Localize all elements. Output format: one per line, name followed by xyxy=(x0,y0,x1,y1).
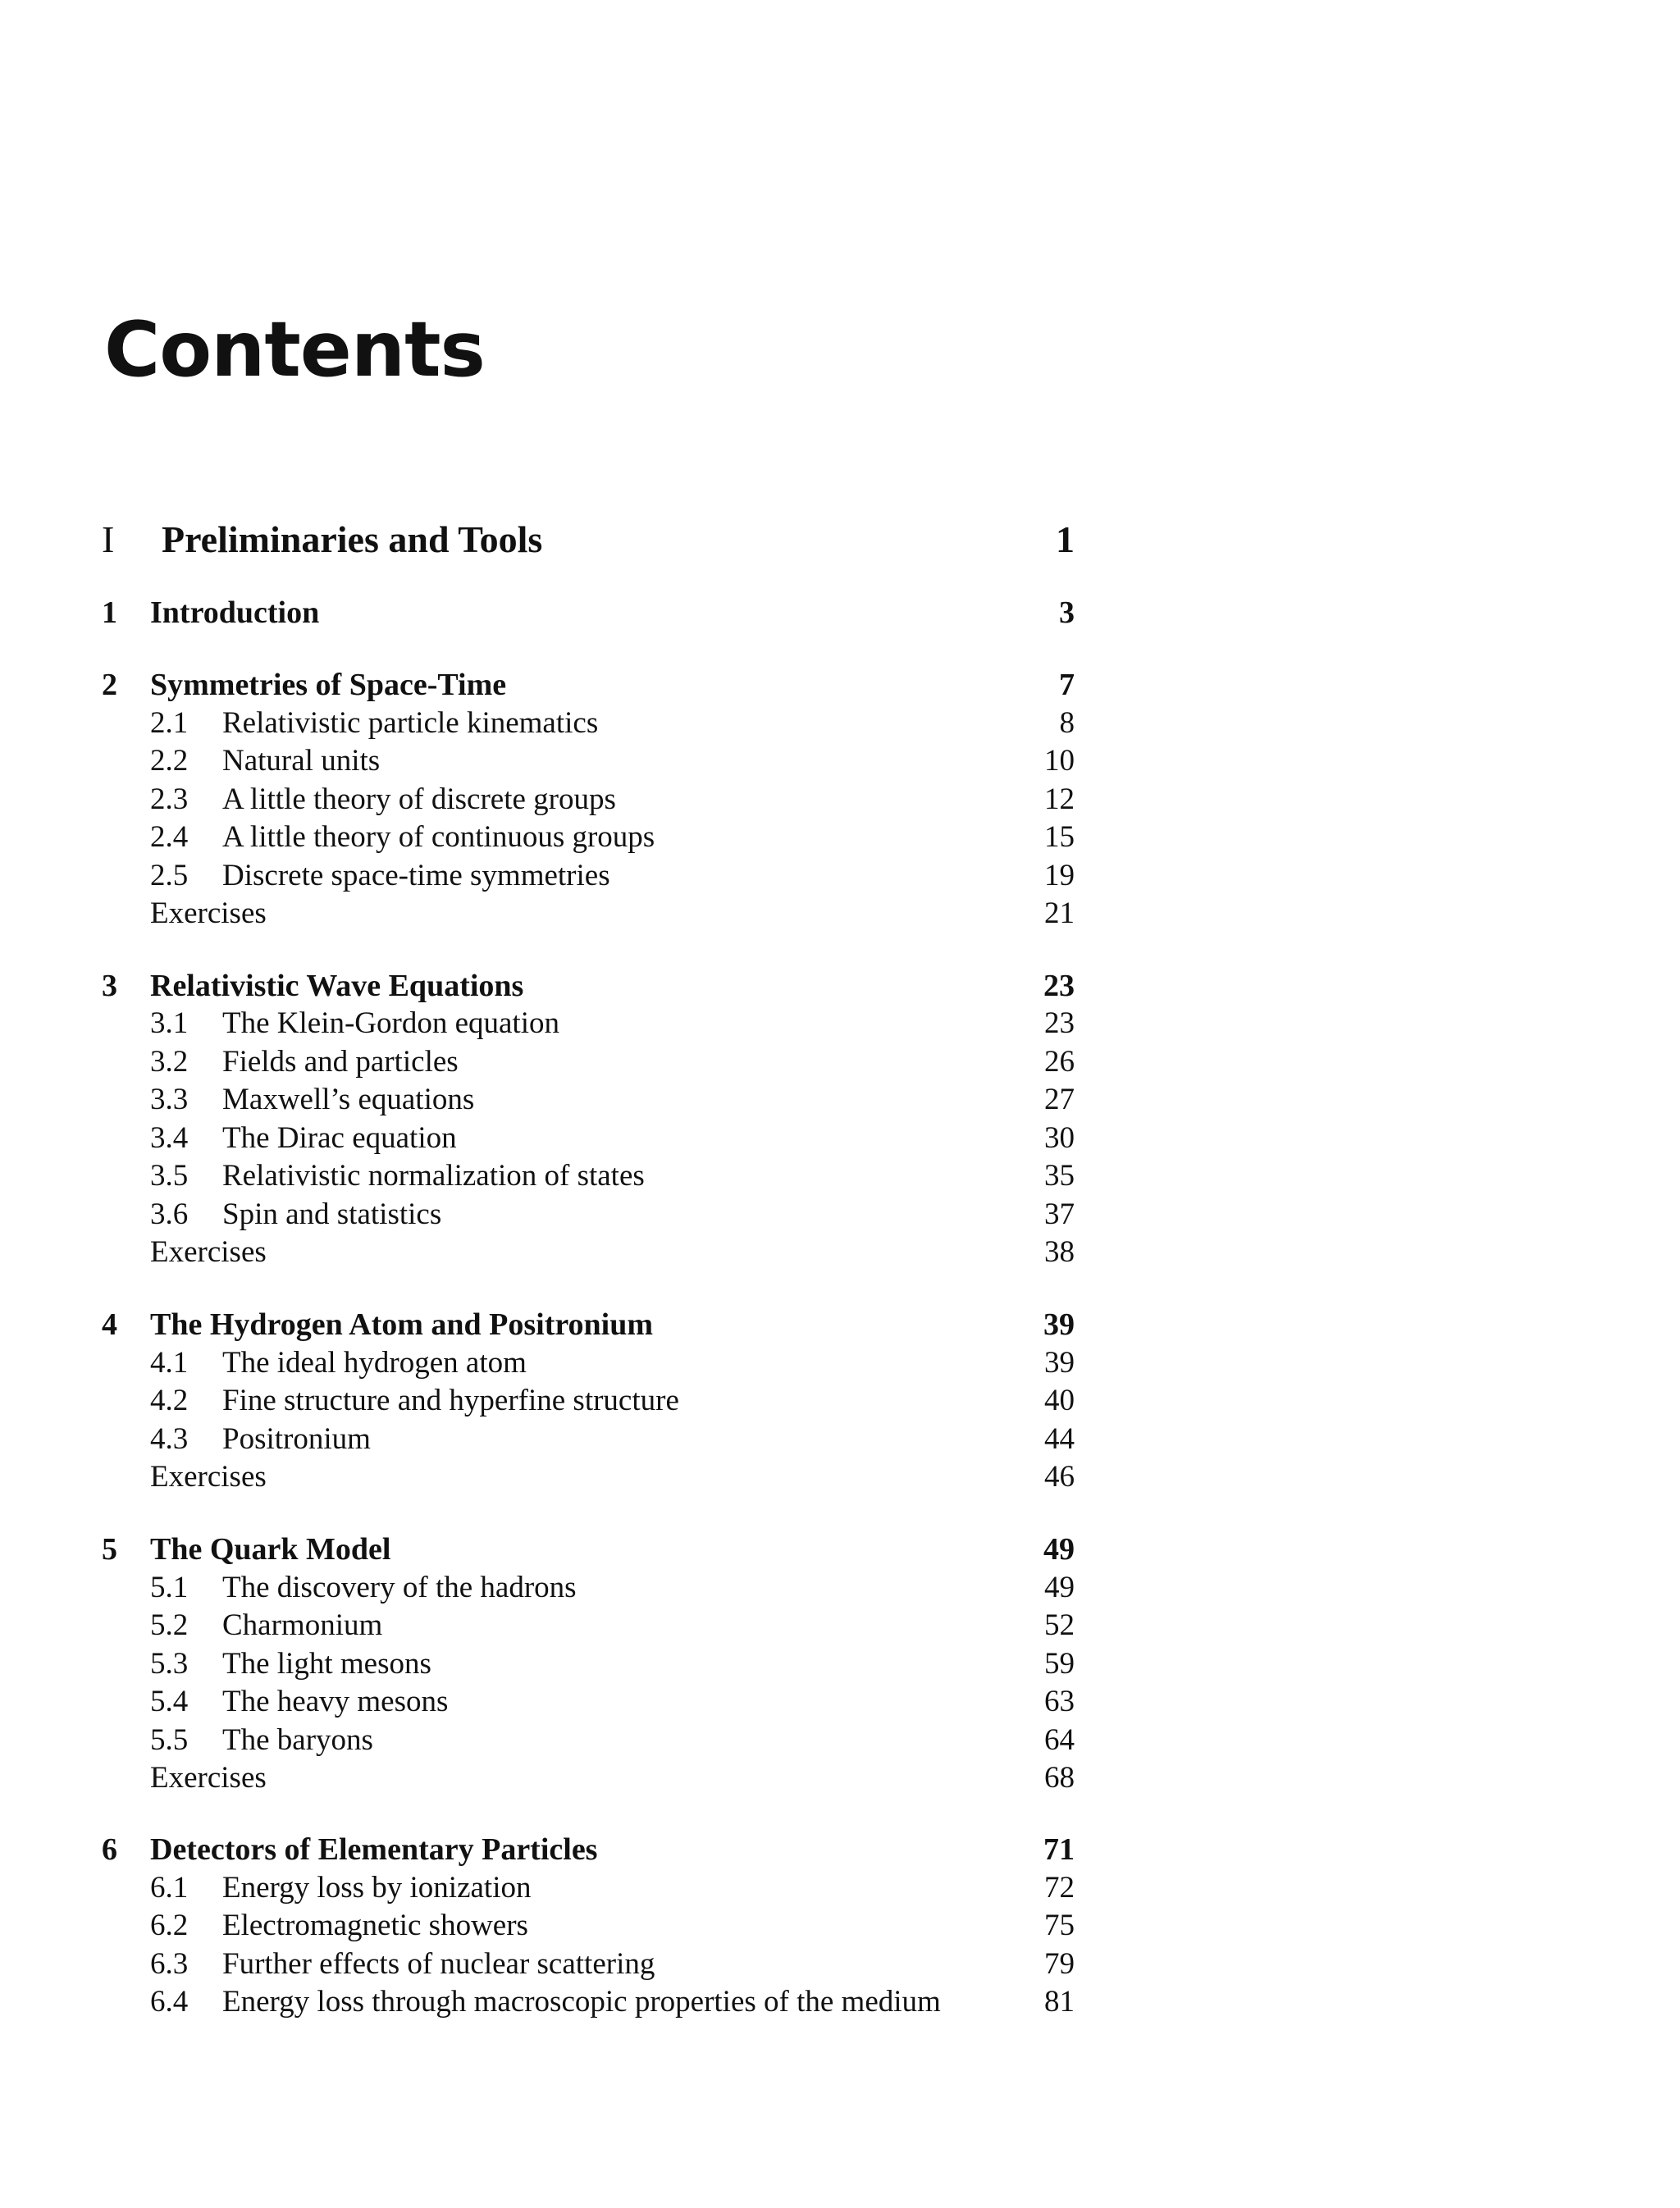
chapter-page-number: 23 xyxy=(1043,969,1075,1003)
toc-part-entry[interactable] xyxy=(0,519,1680,560)
toc-section-entry[interactable] xyxy=(0,1380,1680,1421)
section-title: The heavy mesons xyxy=(222,1685,449,1718)
section-page-number: 64 xyxy=(1044,1723,1075,1757)
toc-section-entry[interactable] xyxy=(0,703,1680,744)
section-title: The Dirac equation xyxy=(222,1121,457,1155)
section-page-number: 8 xyxy=(1059,706,1075,740)
section-page-number: 49 xyxy=(1044,1571,1075,1604)
toc-chapter-entry[interactable] xyxy=(0,1304,1680,1345)
section-number: 5.2 xyxy=(150,1608,189,1642)
section-title: Natural units xyxy=(222,744,381,778)
section-number: 4.3 xyxy=(150,1422,189,1456)
toc-chapter-entry[interactable] xyxy=(0,592,1680,633)
section-title: The ideal hydrogen atom xyxy=(222,1346,527,1380)
chapter-title: Detectors of Elementary Particles xyxy=(150,1832,598,1867)
chapter-title: The Hydrogen Atom and Positronium xyxy=(150,1307,654,1342)
toc-chapter-entry[interactable] xyxy=(0,1529,1680,1570)
section-number: 2.1 xyxy=(150,706,189,740)
toc-section-entry[interactable] xyxy=(0,1605,1680,1646)
toc-section-entry[interactable] xyxy=(0,1156,1680,1197)
toc-chapter-entry[interactable] xyxy=(0,1829,1680,1870)
chapter-title: The Quark Model xyxy=(150,1532,391,1567)
section-title: Maxwell’s equations xyxy=(222,1083,475,1116)
section-page-number: 26 xyxy=(1044,1045,1075,1079)
section-page-number: 40 xyxy=(1044,1384,1075,1417)
exercises-title: Exercises xyxy=(150,1235,267,1269)
chapter-number: 4 xyxy=(102,1307,117,1342)
section-number: 6.4 xyxy=(150,1985,189,2019)
chapter-page-number: 7 xyxy=(1059,668,1075,702)
section-page-number: 30 xyxy=(1044,1121,1075,1155)
toc-exercises-entry[interactable] xyxy=(0,1232,1680,1273)
section-number: 3.3 xyxy=(150,1083,189,1116)
toc-section-entry[interactable] xyxy=(0,817,1680,858)
section-number: 5.1 xyxy=(150,1571,189,1604)
section-title: Further effects of nuclear scattering xyxy=(222,1947,655,1981)
toc-section-entry[interactable] xyxy=(0,1042,1680,1083)
toc-section-entry[interactable] xyxy=(0,1905,1680,1946)
section-number: 2.3 xyxy=(150,782,189,816)
section-number: 6.1 xyxy=(150,1871,189,1905)
chapter-page-number: 71 xyxy=(1043,1832,1075,1867)
chapter-number: 1 xyxy=(102,595,117,630)
exercises-page-number: 68 xyxy=(1044,1761,1075,1795)
chapter-page-number: 3 xyxy=(1059,595,1075,630)
section-page-number: 23 xyxy=(1044,1006,1075,1040)
section-title: The discovery of the hadrons xyxy=(222,1571,577,1604)
section-number: 3.6 xyxy=(150,1198,189,1231)
section-number: 6.3 xyxy=(150,1947,189,1981)
toc-section-entry[interactable] xyxy=(0,1079,1680,1120)
section-number: 4.2 xyxy=(150,1384,189,1417)
section-page-number: 52 xyxy=(1044,1608,1075,1642)
section-page-number: 72 xyxy=(1044,1871,1075,1905)
section-title: Discrete space-time symmetries xyxy=(222,859,610,892)
section-page-number: 19 xyxy=(1044,859,1075,892)
section-page-number: 27 xyxy=(1044,1083,1075,1116)
section-title: Energy loss through macroscopic properties of the medium xyxy=(222,1985,941,2019)
section-title: Fields and particles xyxy=(222,1045,459,1079)
chapter-number: 3 xyxy=(102,969,117,1003)
section-page-number: 39 xyxy=(1044,1346,1075,1380)
toc-section-entry[interactable] xyxy=(0,1118,1680,1159)
section-number: 5.5 xyxy=(150,1723,189,1757)
section-number: 3.2 xyxy=(150,1045,189,1079)
toc-section-entry[interactable] xyxy=(0,1681,1680,1722)
toc-section-entry[interactable] xyxy=(0,779,1680,820)
part-number: I xyxy=(102,518,115,560)
toc-chapter-entry[interactable] xyxy=(0,965,1680,1006)
toc-section-entry[interactable] xyxy=(0,1982,1680,2023)
section-number: 2.4 xyxy=(150,820,189,854)
section-number: 5.4 xyxy=(150,1685,189,1718)
section-number: 4.1 xyxy=(150,1346,189,1380)
section-page-number: 10 xyxy=(1044,744,1075,778)
section-title: Relativistic normalization of states xyxy=(222,1159,645,1193)
section-number: 3.4 xyxy=(150,1121,189,1155)
section-number: 3.5 xyxy=(150,1159,189,1193)
toc-section-entry[interactable] xyxy=(0,1644,1680,1685)
section-page-number: 35 xyxy=(1044,1159,1075,1193)
section-page-number: 15 xyxy=(1044,820,1075,854)
section-page-number: 37 xyxy=(1044,1198,1075,1231)
section-title: Energy loss by ionization xyxy=(222,1871,532,1905)
section-title: Relativistic particle kinematics xyxy=(222,706,599,740)
toc-section-entry[interactable] xyxy=(0,1720,1680,1761)
section-title: Electromagnetic showers xyxy=(222,1909,528,1942)
section-page-number: 79 xyxy=(1044,1947,1075,1981)
exercises-title: Exercises xyxy=(150,896,267,930)
chapter-page-number: 49 xyxy=(1043,1532,1075,1567)
section-title: Positronium xyxy=(222,1422,371,1456)
section-page-number: 75 xyxy=(1044,1909,1075,1942)
toc-exercises-entry[interactable] xyxy=(0,893,1680,934)
section-page-number: 63 xyxy=(1044,1685,1075,1718)
section-number: 3.1 xyxy=(150,1006,189,1040)
chapter-number: 2 xyxy=(102,668,117,702)
section-title: Fine structure and hyperfine structure xyxy=(222,1384,679,1417)
toc-exercises-entry[interactable] xyxy=(0,1758,1680,1799)
exercises-title: Exercises xyxy=(150,1761,267,1795)
toc-section-entry[interactable] xyxy=(0,1868,1680,1909)
section-number: 2.5 xyxy=(150,859,189,892)
part-page-number: 1 xyxy=(1056,518,1075,560)
section-page-number: 81 xyxy=(1044,1985,1075,2019)
exercises-page-number: 46 xyxy=(1044,1460,1075,1494)
toc-section-entry[interactable] xyxy=(0,1194,1680,1235)
chapter-title: Introduction xyxy=(150,595,320,630)
toc-exercises-entry[interactable] xyxy=(0,1457,1680,1498)
toc-section-entry[interactable] xyxy=(0,741,1680,782)
section-page-number: 44 xyxy=(1044,1422,1075,1456)
toc-section-entry[interactable] xyxy=(0,855,1680,896)
section-page-number: 12 xyxy=(1044,782,1075,816)
chapter-title: Symmetries of Space-Time xyxy=(150,668,507,702)
exercises-page-number: 21 xyxy=(1044,896,1075,930)
section-title: Spin and statistics xyxy=(222,1198,442,1231)
chapter-number: 6 xyxy=(102,1832,117,1867)
chapter-page-number: 39 xyxy=(1043,1307,1075,1342)
chapter-number: 5 xyxy=(102,1532,117,1567)
chapter-title: Relativistic Wave Equations xyxy=(150,969,524,1003)
toc-section-entry[interactable] xyxy=(0,1343,1680,1384)
exercises-page-number: 38 xyxy=(1044,1235,1075,1269)
section-number: 5.3 xyxy=(150,1647,189,1681)
section-title: A little theory of continuous groups xyxy=(222,820,655,854)
toc-section-entry[interactable] xyxy=(0,1419,1680,1460)
part-title: Preliminaries and Tools xyxy=(162,518,543,560)
section-number: 6.2 xyxy=(150,1909,189,1942)
section-title: Charmonium xyxy=(222,1608,383,1642)
section-number: 2.2 xyxy=(150,744,189,778)
section-page-number: 59 xyxy=(1044,1647,1075,1681)
section-title: The light mesons xyxy=(222,1647,431,1681)
toc-chapter-entry[interactable] xyxy=(0,664,1680,705)
section-title: The baryons xyxy=(222,1723,373,1757)
exercises-title: Exercises xyxy=(150,1460,267,1494)
toc-section-entry[interactable] xyxy=(0,1944,1680,1985)
toc-section-entry[interactable] xyxy=(0,1003,1680,1044)
page-title: Contents xyxy=(104,305,485,394)
section-title: A little theory of discrete groups xyxy=(222,782,616,816)
toc-section-entry[interactable] xyxy=(0,1567,1680,1608)
section-title: The Klein-Gordon equation xyxy=(222,1006,559,1040)
